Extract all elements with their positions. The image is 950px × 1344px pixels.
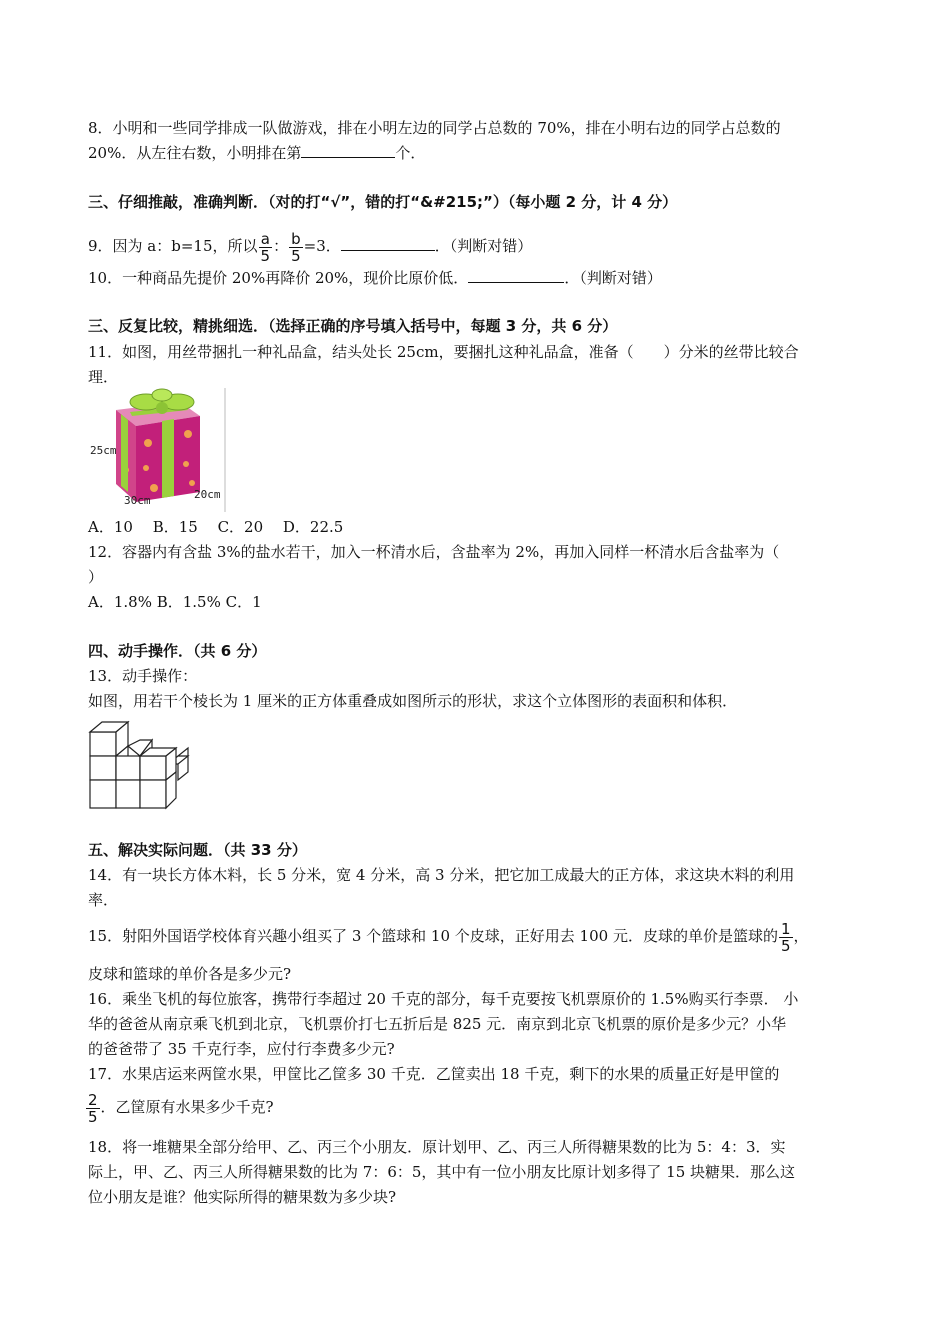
q12-line2: ） xyxy=(88,568,104,586)
q9-colon: ： xyxy=(273,237,289,255)
q10-suffix: ．（判断对错） xyxy=(564,269,662,287)
q11-line2: 理． xyxy=(88,368,119,386)
q9-line xyxy=(88,226,532,266)
q15-text: 15．射阳外国语学校体育兴趣小组买了 3 个篮球和 10 个皮球，正好用去 100 元．皮球的单价是篮球的 xyxy=(88,927,778,945)
q15-tail: ， xyxy=(793,927,809,945)
q18-line2: 际上，甲、乙、丙三人所得糖果数的比为 7：6：5，其中有一位小朋友比原计划多得了 15 块糖果．那么这 xyxy=(88,1163,796,1181)
section-title-operation: 四、动手操作．（共 6 分） xyxy=(88,642,267,660)
fraction-b-over-5: $\frac{b}{5}$ xyxy=(291,229,301,265)
q9-eq: =3． xyxy=(303,237,341,255)
q10-prefix: 10．一种商品先提价 20%再降价 20%，现价比原价低． xyxy=(88,269,469,287)
label-30cm: 30cm xyxy=(124,494,151,507)
q9-suffix: ．（判断对错） xyxy=(434,237,533,255)
q17-line2 xyxy=(88,1086,274,1128)
q13-line2: 如图，用若干个棱长为 1 厘米的正方体重叠成如图所示的形状，求这个立体图形的表面积和体积． xyxy=(88,692,738,710)
q12-options: A．1.8% B．1.5% C．1 xyxy=(88,593,262,611)
q8-text-b: 个． xyxy=(395,144,426,162)
q13-line1: 13．动手操作： xyxy=(88,667,198,685)
q15-line2: 皮球和篮球的单价各是多少元? xyxy=(88,965,292,983)
q9-prefix: 9．因为 a：b=15，所以 xyxy=(88,237,258,255)
fraction-a-over-5: $\frac{a}{5}$ xyxy=(260,229,271,265)
q8-line2 xyxy=(88,142,425,164)
q10-line xyxy=(88,267,662,289)
q16-line1: 16．乘坐飞机的每位旅客，携带行李超过 20 千克的部分，每千克要按飞机票原价的 1.5%购买行李票． 小 xyxy=(88,990,799,1008)
label-20cm: 20cm xyxy=(194,488,221,501)
section-title-applied: 五、解决实际问题．（共 33 分） xyxy=(88,841,307,859)
stacked-cubes-image xyxy=(88,712,194,812)
answer-blank xyxy=(468,268,564,283)
q17-text: ．乙筐原有水果多少千克? xyxy=(100,1098,274,1116)
q16-line2: 华的爸爸从南京乘飞机到北京，飞机票价打七五折后是 825 元．南京到北京飞机票的原价是多少元？小华 xyxy=(88,1015,787,1033)
section-title-choice: 三、反复比较，精挑细选．（选择正确的序号填入括号中，每题 3 分，共 6 分） xyxy=(88,317,618,335)
q17-line1: 17．水果店运来两筐水果，甲筐比乙筐多 30 千克．乙筐卖出 18 千克，剩下的水果的质量正好是甲筐的 xyxy=(88,1065,780,1083)
q16-line3: 的爸爸带了 35 千克行李，应付行李费多少元? xyxy=(88,1040,395,1058)
q8-line1: 8．小明和一些同学排成一队做游戏，排在小明左边的同学占总数的 70%，排在小明右边的同学占总数的 xyxy=(88,119,781,137)
fraction-1-over-5: $\frac{1}{5}$ xyxy=(780,919,791,955)
gift-box-image xyxy=(88,388,228,512)
q14-line1: 14．有一块长方体木料，长 5 分米，宽 4 分米，高 3 分米，把它加工成最大的正方体，求这块木料的利用 xyxy=(88,866,795,884)
q15-line1 xyxy=(88,914,809,958)
answer-blank xyxy=(301,143,395,158)
q12-line1: 12．容器内有含盐 3%的盐水若干，加入一杯清水后，含盐率为 2%，再加入同样一杯清水后含盐率为（ xyxy=(88,543,780,561)
answer-blank xyxy=(341,236,435,251)
label-25cm: 25cm xyxy=(90,444,117,457)
q14-line2: 率． xyxy=(88,891,119,909)
q18-line3: 位小朋友是谁？他实际所得的糖果数为多少块? xyxy=(88,1188,397,1206)
fraction-2-over-5: $\frac{2}{5}$ xyxy=(88,1090,98,1126)
q8-text-a: 20%．从左往右数，小明排在第 xyxy=(88,144,302,162)
section-title-judge: 三、仔细推敲，准确判断．（对的打“√”，错的打“&#215;”）（每小题 2 分，计 4 分） xyxy=(88,193,678,211)
q18-line1: 18．将一堆糖果全部分给甲、乙、丙三个小朋友．原计划甲、乙、丙三人所得糖果数的比为 5：4：3．实 xyxy=(88,1138,786,1156)
q11-options: A．10 B．15 C．20 D．22.5 xyxy=(88,518,344,536)
q11-line1: 11．如图，用丝带捆扎一种礼品盒，结头处长 25cm，要捆扎这种礼品盒，准备（ ）分米的丝带比较合 xyxy=(88,343,799,361)
